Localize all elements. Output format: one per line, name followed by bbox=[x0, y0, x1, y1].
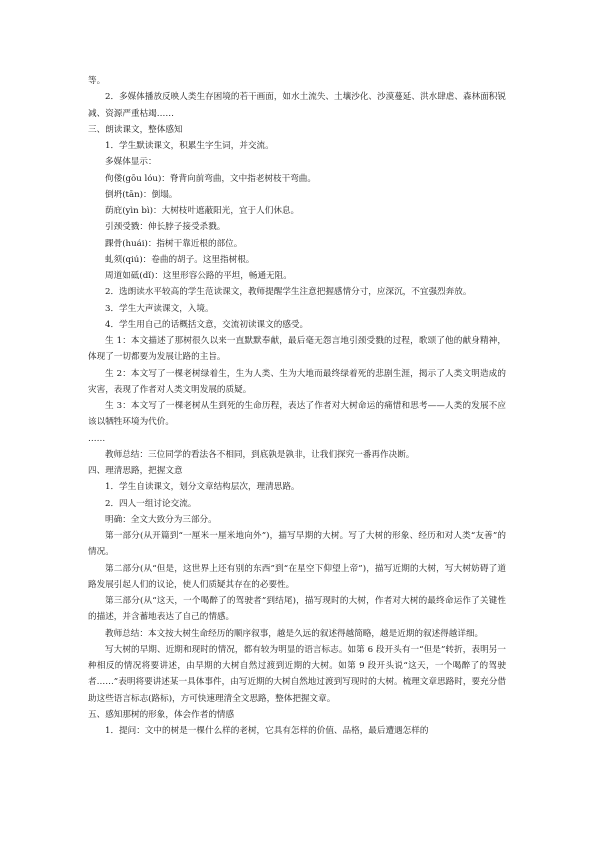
vocab-item: 踝骨(huái)：指树干靠近根的部位。 bbox=[105, 238, 243, 249]
vocab-item: 周道如砥(dǐ)：这里形容公路的平坦，畅通无阻。 bbox=[105, 271, 292, 281]
paragraph: 2．选朗读水平较高的学生范读课文，教师提醒学生注意把握感情分寸，应深沉，不宜强烈奔放。 bbox=[105, 287, 472, 298]
paragraph: 明确：全文大致分为三部分。 bbox=[105, 514, 217, 525]
paragraph: 生 2：本文写了一棵老树绿着生，生为人类、生为大地而最终绿着死的悲剧生涯，揭示了人类文明造成的灾害，表现了作者对人类文明发展的质疑。 bbox=[88, 368, 506, 395]
vocab-item: 引颈受戮：伸长脖子接受杀戮。 bbox=[105, 222, 226, 233]
document-body bbox=[88, 73, 506, 739]
paragraph: 4．学生用自己的话概括文意，交流初读课文的感受。 bbox=[105, 319, 309, 330]
paragraph: 第一部分(从开篇到“一厘米一厘米地向外”)，描写早期的大树。写了大树的形象、经历和对人类“友善”的情况。 bbox=[88, 531, 506, 558]
paragraph: 1．学生自读课文，划分文章结构层次，理清思路。 bbox=[105, 482, 300, 493]
paragraph: 等。 bbox=[88, 76, 106, 86]
paragraph: 教师总结：本文按大树生命经历的顺序叙事，越是久远的叙述得越简略，越是近期的叙述得越详细。 bbox=[105, 628, 484, 639]
vocab-item: 虬须(qiú)：卷曲的胡子。这里指树根。 bbox=[105, 254, 255, 265]
paragraph: 2．四人一组讨论交流。 bbox=[105, 498, 197, 509]
paragraph: 1．学生默读课文，积累生字生词，并交流。 bbox=[105, 141, 274, 151]
paragraph: 写大树的早期、近期和现时的情况，都有较为明显的语言标志。如第 6 段开头有一“但是”转折，表明另一种相反的情况将要讲述，由早期的大树自然过渡到近期的大树。如第 9 段开头说“这天，一个喝醉了的驾驶者……”表明将要讲述某一具体事件，由写近期的大树自然地过渡到写现时的大树。梳理文章思路时，要充分借助这些语言标志(路标)，方可快速理清全文思路，整体把握文章。 bbox=[88, 644, 506, 704]
vocab-item: 佝偻(gōu lóu)：脊背向前弯曲，文中指老树枝干弯曲。 bbox=[105, 173, 316, 184]
paragraph: 第三部分(从“这天，一个喝醉了的驾驶者”到结尾)，描写现时的大树，作者对大树的最终命运作了关键性的描述，并含蓄地表达了自己的情感。 bbox=[88, 596, 506, 623]
paragraph: 3．学生大声读课文，入境。 bbox=[105, 303, 214, 314]
paragraph: 多媒体显示： bbox=[105, 157, 157, 168]
section-heading: 四、理清思路，把握文意 bbox=[88, 466, 183, 476]
paragraph: 第二部分(从“但是，这世界上还有别的东西”到“在星空下仰望上帝”)，描写近期的大树，写大树妨碍了道路发展引起人们的议论，使人们质疑其存在的必要性。 bbox=[88, 563, 506, 590]
section-heading: 三、朗读课文，整体感知 bbox=[88, 124, 183, 135]
paragraph: 生 3：本文写了一棵老树从生到死的生命历程，表达了作者对大树命运的痛惜和思考——人类的发展不应该以牺牲环境为代价。 bbox=[88, 401, 506, 428]
paragraph: 教师总结：三位同学的看法各不相同，到底孰是孰非，让我们探究一番再作决断。 bbox=[105, 449, 415, 460]
paragraph: 生 1：本文描述了那树很久以来一直默默奉献，最后毫无怨言地引颈受戮的过程，歌颂了他的献身精神，体现了一切都要为发展让路的主旨。 bbox=[88, 336, 506, 363]
section-heading: 五、感知那树的形象，体会作者的情感 bbox=[88, 709, 235, 720]
paragraph: 2．多媒体播放反映人类生存困境的若干画面，如水土流失、土壤沙化、沙漠蔓延、洪水肆虐、森林面积锐减、资源严重枯竭…… bbox=[88, 92, 506, 119]
paragraph: …… bbox=[88, 433, 106, 444]
vocab-item: 荫庇(yìn bì)：大树枝叶遮蔽阳光，宜于人们休息。 bbox=[105, 206, 300, 216]
paragraph: 1．提问：文中的树是一棵什么样的老树，它具有怎样的价值、品格，最后遭遇怎样的 bbox=[105, 726, 429, 736]
vocab-item: 倒坍(tān)：倒塌。 bbox=[105, 189, 178, 200]
